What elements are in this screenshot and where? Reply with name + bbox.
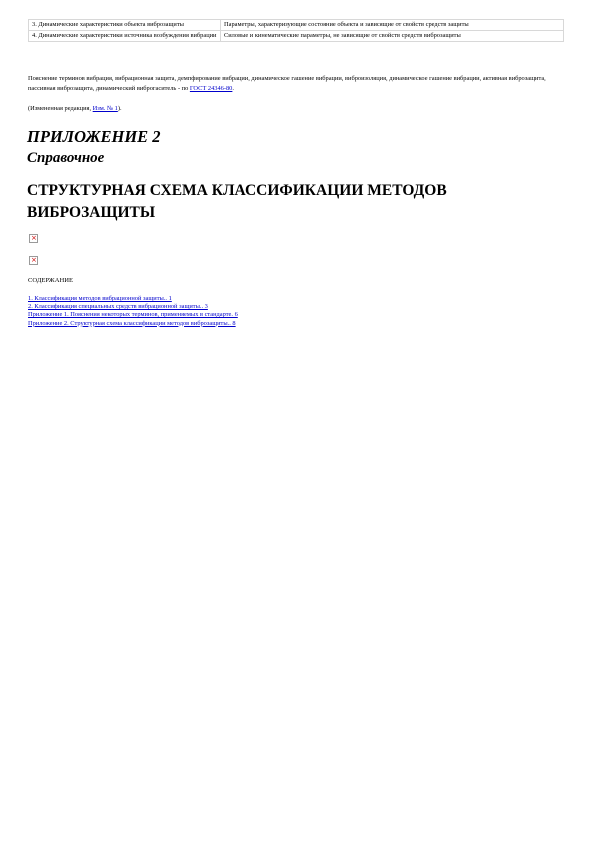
appendix-subtitle: Справочное bbox=[27, 150, 105, 166]
edit-note-suffix: ). bbox=[117, 105, 122, 112]
gost-link[interactable]: ГОСТ 24346-80 bbox=[189, 85, 233, 92]
term-cell: 3. Динамические характеристики объекта виброзащиты bbox=[29, 20, 221, 31]
broken-image-icon bbox=[29, 256, 38, 265]
table-of-contents bbox=[28, 295, 238, 328]
toc-heading: СОДЕРЖАНИЕ bbox=[28, 277, 74, 284]
table-row bbox=[29, 20, 564, 31]
list-item bbox=[28, 295, 238, 303]
terms-note bbox=[28, 74, 568, 94]
list-item bbox=[28, 311, 238, 319]
appendix-title: ПРИЛОЖЕНИЕ 2 bbox=[27, 127, 161, 146]
amendment-link[interactable]: Изм. № 1 bbox=[92, 105, 118, 112]
terms-note-end: . bbox=[232, 85, 234, 92]
definition-cell: Параметры, характеризующие состояние объекта и зависящие от свойств средств защиты bbox=[221, 20, 564, 31]
table-row bbox=[29, 31, 564, 42]
broken-image-symbol: × bbox=[31, 256, 37, 264]
term-cell: 4. Динамические характеристики источника возбуждения вибрации bbox=[29, 31, 221, 42]
terms-table bbox=[28, 19, 564, 42]
toc-link[interactable]: Приложение 1. Пояснения некоторых терминов, применяемых в стандарте. 6 bbox=[28, 311, 238, 319]
broken-image-icon bbox=[29, 234, 38, 243]
edit-note bbox=[28, 104, 122, 113]
definition-cell: Силовые и кинематические параметры, не зависящие от свойств средств виброзащиты bbox=[221, 31, 564, 42]
toc-link[interactable]: 1. Классификация методов вибрационной защиты.. 1 bbox=[28, 295, 172, 302]
list-item bbox=[28, 320, 238, 328]
toc-link[interactable]: Приложение 2. Структурная схема классификации методов виброзащиты.. 8 bbox=[28, 319, 236, 327]
toc-link[interactable]: 2. Классификация специальных средств вибрационной защиты.. 3 bbox=[28, 303, 208, 311]
list-item bbox=[28, 303, 238, 311]
scheme-title: СТРУКТУРНАЯ СХЕМА КЛАССИФИКАЦИИ МЕТОДОВ ВИБРОЗАЩИТЫ bbox=[27, 182, 447, 221]
broken-image-symbol: × bbox=[31, 234, 37, 242]
terms-note-text: Пояснение терминов вибрация, вибрационная защита, демпфирование вибрации, динамическое гашение вибрации, виброизоляция, динамическое гашение вибрации, активная виброзащита, пассивная виброзащита, динамический виброгаситель - по bbox=[28, 75, 546, 92]
edit-note-prefix: (Измененная редакция, bbox=[28, 105, 93, 112]
